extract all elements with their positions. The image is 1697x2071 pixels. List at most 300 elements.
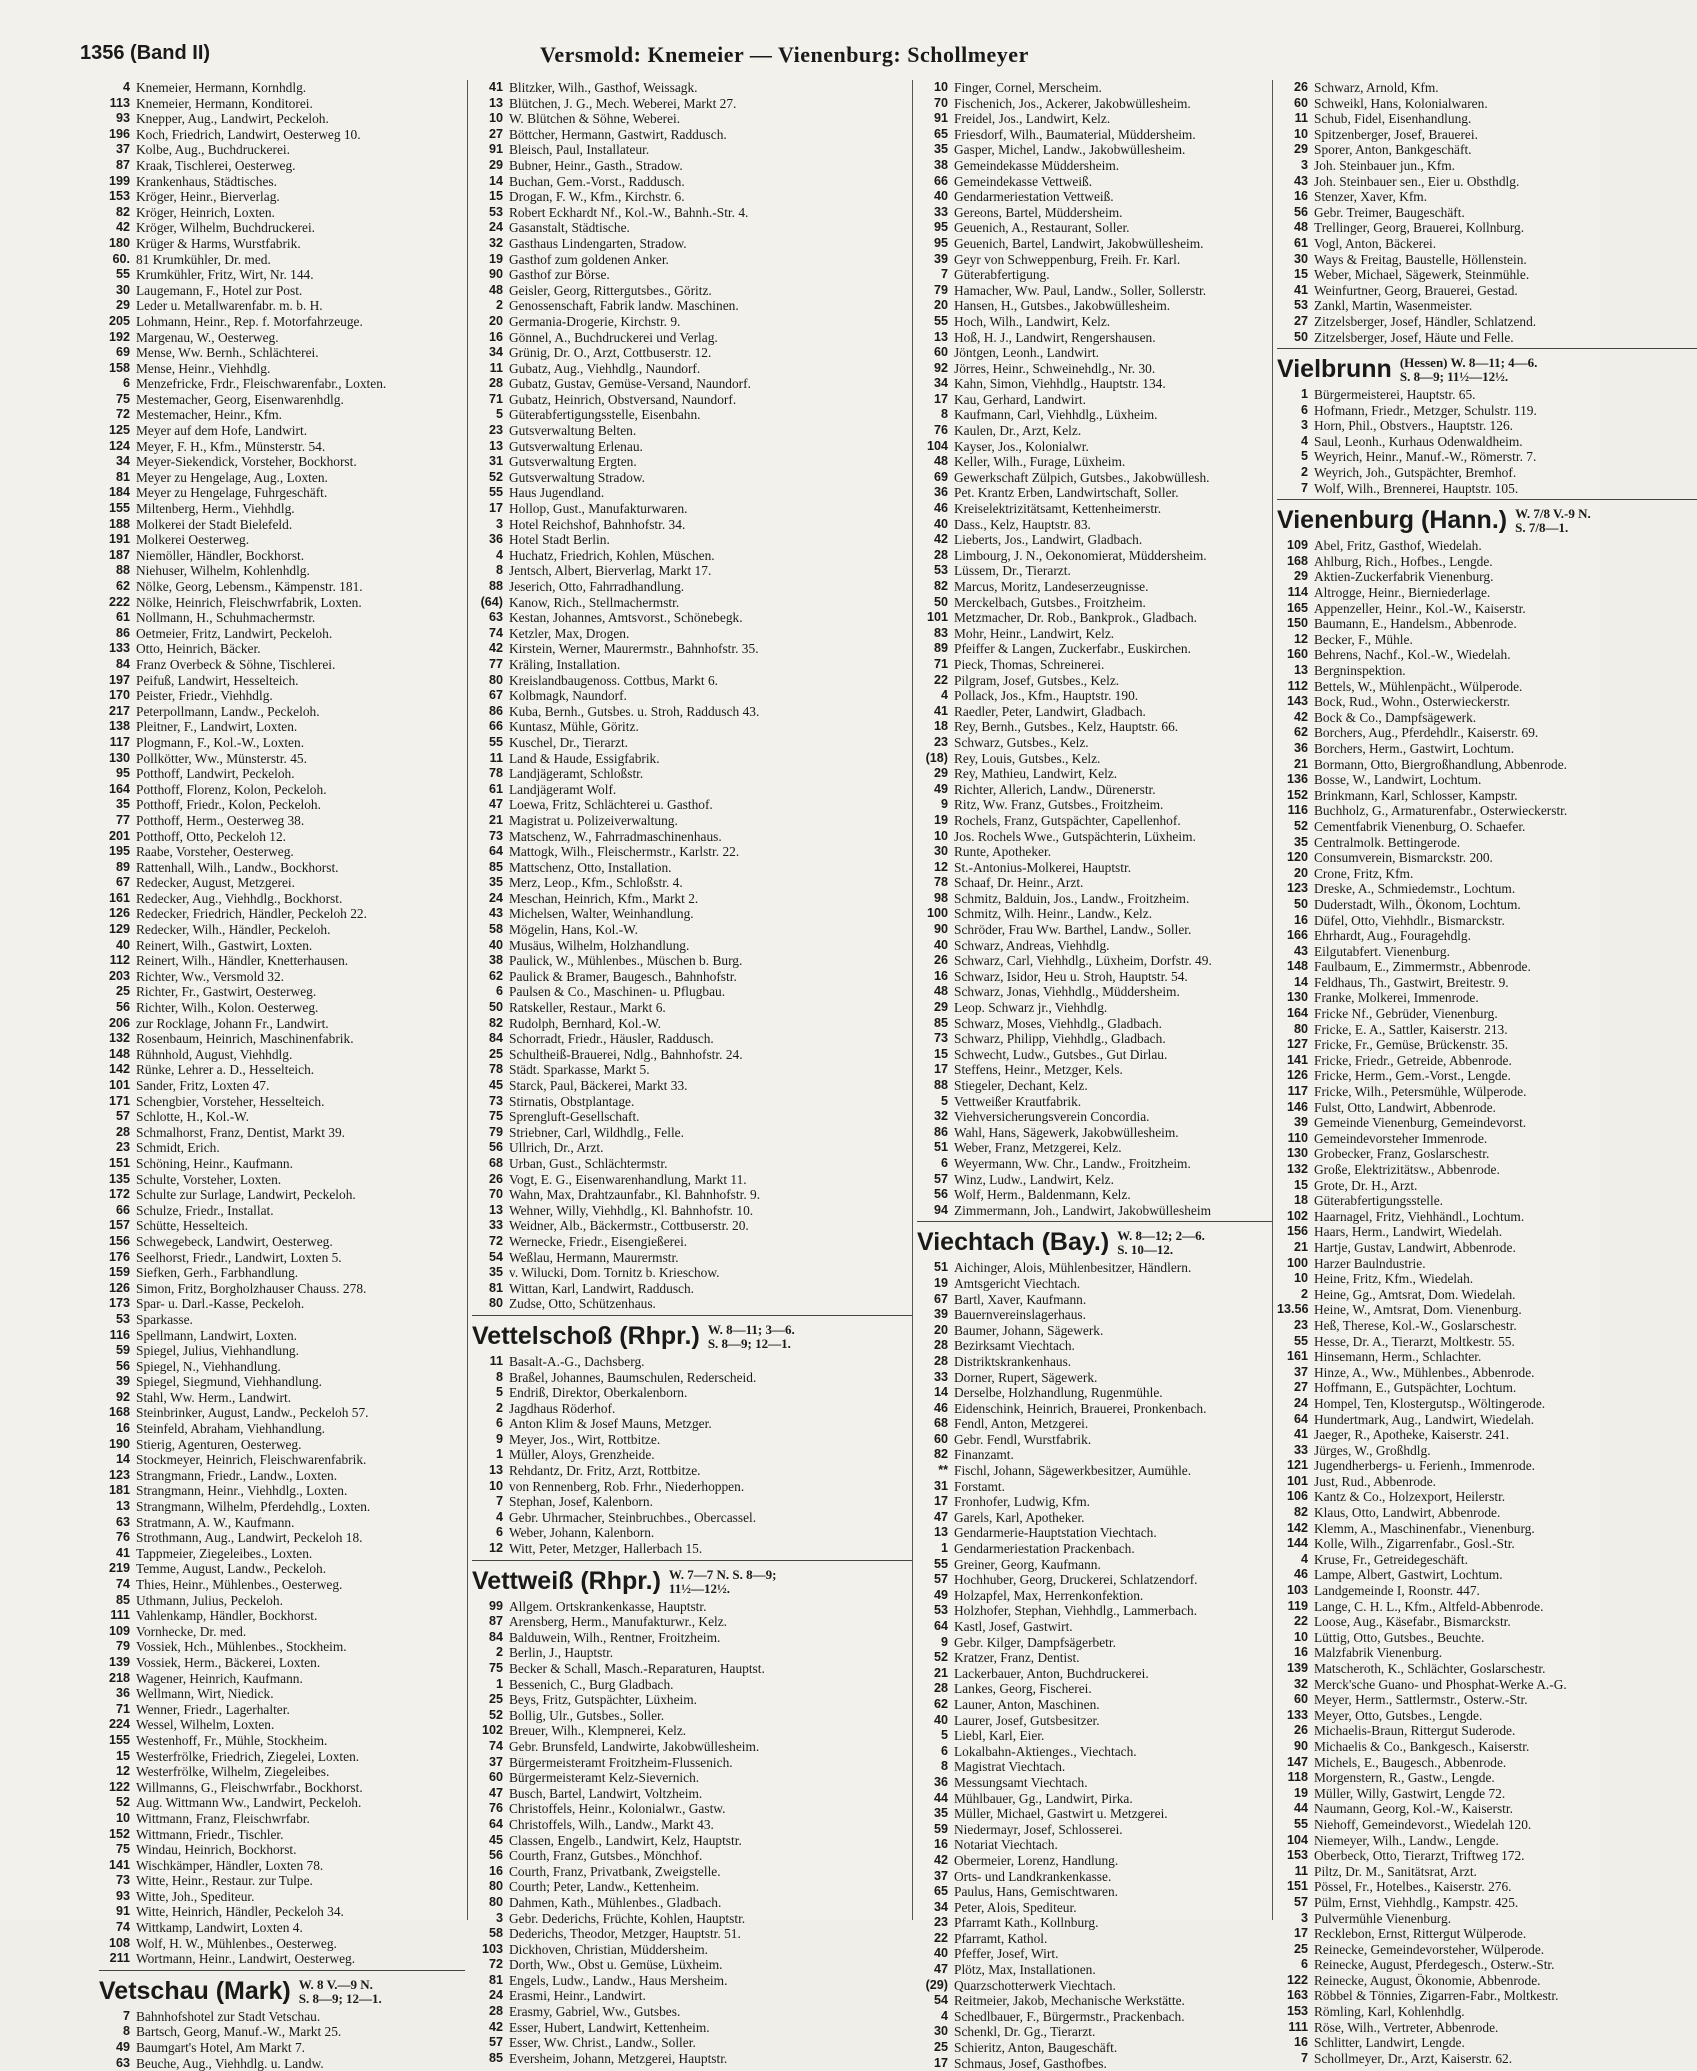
directory-entry [472,1957,912,1973]
directory-entry [99,1062,465,1078]
subscriber-name: Drogan, F. W., Kfm., Kirchstr. 6. [509,189,685,205]
directory-entry [917,1401,1272,1417]
subscriber-name: Ritz, Ww. Franz, Gutsbes., Froitzheim. [954,797,1164,813]
directory-entry [99,984,465,1000]
subscriber-name: Bezirksamt Viechtach. [954,1338,1075,1354]
phone-number: 52 [488,469,503,484]
directory-entry [917,548,1272,564]
directory-entry [1277,1614,1697,1630]
phone-number: 41 [115,1545,130,1560]
town-name: Vettweiß (Rhpr.) [472,1566,661,1595]
phone-number: 10 [933,80,948,94]
directory-entry [472,1833,912,1849]
phone-number: 20 [933,298,948,313]
phone-number: 88 [488,579,503,593]
phone-number: 80 [488,1879,503,1894]
subscriber-name: Rühnhold, August, Viehhdlg. [136,1046,293,1062]
directory-entry [1277,1833,1697,1849]
phone-number: 37 [488,1754,503,1769]
subscriber-name: Miltenberg, Herm., Viehhdlg. [136,501,295,517]
phone-number: 79 [488,1124,503,1139]
phone-number: 64 [488,844,503,859]
section-divider [472,1560,912,1561]
directory-entry [917,1962,1272,1978]
phone-number: 102 [481,1723,503,1738]
subscriber-name: Derselbe, Holzhandlung, Rugenmühle. [954,1385,1163,1401]
phone-number: 148 [108,1046,130,1061]
phone-number: ** [938,1463,948,1478]
subscriber-name: Kuba, Bernh., Gutsbes. u. Stroh, Raddusch 43. [509,703,760,719]
directory-entry [917,829,1272,845]
phone-number: 1 [495,1447,503,1462]
directory-entry [472,236,912,252]
phone-number: 62 [933,1696,948,1711]
subscriber-name: Malzfabrik Vienenburg. [1314,1645,1443,1661]
phone-number: 49 [933,781,948,796]
phone-number: 42 [115,220,130,235]
subscriber-name: Zudse, Otto, Schützenhaus. [509,1296,656,1312]
directory-entry [99,766,465,782]
phone-number: 95 [933,235,948,250]
phone-number: 10 [1293,1629,1308,1644]
directory-entry [472,392,912,408]
phone-number: 78 [488,1062,503,1077]
subscriber-name: Harzer Baulndustrie. [1314,1255,1426,1271]
phone-number: 78 [933,875,948,890]
directory-entry [1277,850,1697,866]
phone-number: 211 [109,1951,130,1966]
directory-entry [99,1047,465,1063]
directory-entry [472,205,912,221]
phone-number: 24 [488,890,503,905]
directory-entry [1277,298,1697,314]
phone-number: 141 [108,1857,130,1872]
phone-number: 36 [933,485,948,500]
subscriber-name: Rünke, Lehrer a. D., Hesselteich. [136,1062,315,1078]
directory-entry [472,797,912,813]
subscriber-name: Potthoff, Landwirt, Peckeloh. [136,766,295,782]
subscriber-name: Fendl, Anton, Metzgerei. [954,1416,1089,1432]
directory-entry [1277,1068,1697,1084]
directory-entry [472,626,912,642]
phone-number: 101 [108,1078,130,1092]
directory-entry [1277,1630,1697,1646]
directory-entry [472,875,912,891]
directory-entry [1277,174,1697,190]
directory-entry [917,579,1272,595]
subscriber-name: Meyer, F. H., Kfm., Münsterstr. 54. [136,438,326,454]
subscriber-name: Kröger, Wilhelm, Buchdruckerei. [136,220,316,236]
directory-entry [1277,434,1697,450]
subscriber-name: Wolf, Wilh., Brennerei, Hauptstr. 105. [1314,480,1519,496]
subscriber-name: Notariat Viechtach. [954,1837,1058,1853]
subscriber-name: W. Blütchen & Söhne, Weberei. [509,111,681,127]
phone-number: 73 [115,1873,130,1888]
directory-entry [472,1755,912,1771]
subscriber-name: Schwarz, Carl, Viehhdlg., Lüxheim, Dorfstr. 49. [954,953,1212,969]
phone-number: 81 [488,1972,503,1987]
phone-number: 84 [115,656,130,671]
subscriber-name: Landjägeramt, Schloßstr. [509,766,644,782]
directory-entry [1277,418,1697,434]
phone-number: 19 [933,1275,948,1290]
directory-entry [472,423,912,439]
directory-entry [472,2035,912,2051]
directory-entry [917,673,1272,689]
phone-number: 67 [488,688,503,703]
phone-number: 126 [108,1280,130,1295]
subscriber-name: Rehdantz, Dr. Fritz, Arzt, Rottbitze. [509,1463,701,1479]
subscriber-name: Kuschel, Dr., Tierarzt. [509,734,629,750]
subscriber-name: Kröger, Heinr., Bierverlag. [136,189,280,205]
directory-entry [917,860,1272,876]
phone-number: 82 [115,204,130,219]
directory-entry [917,906,1272,922]
directory-entry [917,1884,1272,1900]
subscriber-name: Gemeindevorsteher Immenrode. [1314,1130,1488,1146]
directory-entry [472,314,912,330]
phone-number: 143 [1286,694,1308,709]
office-hours [1400,354,1538,384]
directory-entry [1277,1037,1697,1053]
directory-entry [99,298,465,314]
subscriber-name: Menzefricke, Frdr., Fleischwarenfabr., Loxten. [136,376,387,392]
directory-entry [99,1031,465,1047]
directory-entry [472,688,912,704]
subscriber-name: Kayser, Jos., Kolonialwr. [954,438,1089,454]
phone-number: 13 [933,1525,948,1540]
directory-entry [472,751,912,767]
subscriber-name: Wehner, Willy, Viehhdlg., Kl. Bahnhofstr. 10. [509,1202,754,1218]
phone-number: 7 [122,2008,130,2023]
directory-entry [917,1109,1272,1125]
subscriber-name: Christoffels, Wilh., Landw., Markt 43. [509,1816,714,1832]
phone-number: 91 [933,111,948,126]
directory-entry [917,1822,1272,1838]
phone-number: 40 [115,937,130,952]
directory-entry [917,1946,1272,1962]
phone-number: 8 [495,1369,503,1384]
subscriber-name: Mense, Heinr., Viehhdlg. [136,360,271,376]
directory-entry [1277,1209,1697,1225]
phone-number: 38 [488,953,503,968]
phone-number: 222 [108,594,130,609]
subscriber-name: Marcus, Moritz, Landeserzeugnisse. [954,579,1149,594]
subscriber-name: Rattenhall, Wilh., Landw., Bockhorst. [136,859,339,875]
directory-entry [99,595,465,611]
subscriber-name: Hinze, A., Ww., Mühlenbes., Abbenrode. [1314,1364,1535,1380]
directory-entry [472,1094,912,1110]
phone-number: 58 [488,922,503,937]
subscriber-name: Plogmann, F., Kol.-W., Loxten. [136,734,305,750]
directory-entry [472,454,912,470]
subscriber-name: Heine, W., Amtsrat, Dom. Vienenburg. [1314,1302,1522,1318]
phone-number: 11 [489,1353,503,1368]
subscriber-name: Bürgermeisterei, Hauptstr. 65. [1314,387,1476,403]
directory-entry [1277,1801,1697,1817]
subscriber-name: Fricke Nf., Gebrüder, Vienenburg. [1314,1006,1498,1022]
directory-entry [1277,330,1697,346]
phone-number: 40 [933,516,948,531]
directory-entry [917,407,1272,423]
directory-entry [1277,1599,1697,1615]
subscriber-name: Gendarmerie-Hauptstation Viechtach. [954,1525,1157,1541]
phone-number: 82 [933,579,948,593]
directory-entry [917,283,1272,299]
subscriber-name: Schengbier, Vorsteher, Hesselteich. [136,1093,325,1109]
column-3 [912,80,1272,2071]
directory-entry [917,1260,1272,1276]
subscriber-name: Altrogge, Heinr., Bierniederlage. [1314,585,1491,601]
subscriber-name: Gewerkschaft Zülpich, Gutsbes., Jakobwüllesh. [954,469,1210,485]
phone-number: 171 [108,1093,130,1108]
phone-number: 57 [115,1109,130,1124]
subscriber-name: Stierig, Agenturen, Oesterweg. [136,1436,302,1452]
directory-entry [917,1062,1272,1078]
subscriber-name: Stahl, Ww. Herm., Landwirt. [136,1389,292,1405]
directory-entry [1277,1692,1697,1708]
subscriber-name: Gutsverwaltung Ergten. [509,454,637,470]
subscriber-name: Spiegel, Siegmund, Viehhandlung. [136,1374,323,1390]
directory-entry [1277,1162,1697,1178]
phone-number: 104 [1286,1832,1308,1847]
phone-number: 68 [933,1416,948,1431]
subscriber-name: Molkerei Oesterweg. [136,532,250,548]
subscriber-name: Reinecke, August, Ökonomie, Abbenrode. [1314,1972,1541,1988]
phone-number: 91 [488,142,503,157]
phone-number: 6 [495,1416,503,1431]
phone-number: 32 [488,235,503,250]
directory-entry [917,1276,1272,1292]
phone-number: 39 [1293,1115,1308,1130]
subscriber-name: Vahlenkamp, Händler, Bockhorst. [136,1608,318,1624]
subscriber-name: Dorth, Ww., Obst u. Gemüse, Lüxheim. [509,1957,723,1973]
phone-number: 15 [488,189,503,204]
directory-entry [99,1920,465,1936]
phone-number: 55 [933,313,948,328]
phone-number: 31 [488,454,503,469]
phone-number: 15 [1293,267,1308,282]
directory-entry [472,1218,912,1234]
directory-entry [917,532,1272,548]
directory-entry [1277,1942,1697,1958]
phone-number: 72 [488,1233,503,1248]
phone-number: 25 [488,1046,503,1061]
directory-entry [472,813,912,829]
subscriber-name: Balduwein, Wilh., Rentner, Froitzheim. [509,1629,721,1645]
phone-number: 138 [108,719,130,734]
subscriber-name: Schieritz, Anton, Baugeschäft. [954,2040,1118,2056]
subscriber-name: St.-Antonius-Molkerei, Hauptstr. [954,859,1132,875]
phone-number: 11 [489,360,503,375]
phone-number: 35 [115,797,130,812]
directory-entry [917,1869,1272,1885]
subscriber-name: Otto, Heinrich, Bäcker. [136,641,261,657]
subscriber-name: Knemeier, Hermann, Kornhdlg. [136,80,307,95]
subscriber-name: Meyer zu Hengelage, Fuhrgeschäft. [136,485,328,501]
subscriber-name: Kuntasz, Mühle, Göritz. [509,719,639,735]
subscriber-name: Kräling, Installation. [509,656,621,672]
subscriber-name: Müller, Willy, Gastwirt, Lengde 72. [1314,1785,1506,1801]
phone-number: 148 [1286,959,1308,974]
phone-number: 40 [488,937,503,952]
phone-number: 39 [115,1374,130,1389]
phone-number: 86 [933,1124,948,1139]
phone-number: 119 [1287,1598,1308,1613]
subscriber-name: Geuenich, Bartel, Landwirt, Jakobwüllesheim. [954,235,1204,251]
phone-number: 161 [108,890,130,905]
phone-number: 4 [1300,1551,1308,1566]
phone-number: 32 [933,1109,948,1124]
directory-entry [99,1811,465,1827]
phone-number: 28 [115,1124,130,1139]
directory-entry [1277,1224,1697,1240]
directory-entry [472,1895,912,1911]
phone-number: 16 [115,1421,130,1436]
phone-number: 6 [1300,1957,1308,1972]
directory-entry [917,984,1272,1000]
directory-entry [1277,632,1697,648]
phone-number: 112 [1287,678,1308,693]
subscriber-name: Zimmermann, Joh., Landwirt, Jakobwüllesheim [954,1202,1211,1218]
phone-number: 53 [933,563,948,578]
directory-entry [472,298,912,314]
directory-entry [99,205,465,221]
directory-entry [917,205,1272,221]
subscriber-name: Jos. Rochels Wwe., Gutspächterin, Lüxheim. [954,828,1196,844]
directory-entry [1277,220,1697,236]
phone-number: 100 [1286,1255,1308,1270]
subscriber-name: Gebr. Fendl, Wurstfabrik. [954,1431,1092,1447]
subscriber-name: Liebl, Karl, Eier. [954,1728,1045,1744]
phone-number: 51 [933,1140,948,1155]
directory-entry [917,252,1272,268]
phone-number: 72 [488,1957,503,1972]
directory-entry [917,1292,1272,1308]
directory-entry [99,782,465,798]
phone-number: 65 [933,1884,948,1899]
phone-number: 160 [1286,647,1308,662]
directory-entry [472,766,912,782]
subscriber-name: Sander, Fritz, Loxten 47. [136,1078,270,1093]
subscriber-name: Gutsverwaltung Belten. [509,423,637,439]
subscriber-name: Finanzamt. [954,1447,1014,1463]
subscriber-name: Lohmann, Heinr., Rep. f. Motorfahrzeuge. [136,313,363,329]
phone-number: 7 [1300,2050,1308,2065]
phone-number: 81 [115,469,130,484]
subscriber-name: Fischl, Johann, Sägewerkbesitzer, Aumühle. [954,1463,1192,1479]
directory-entry [1277,1739,1697,1755]
phone-number: 55 [488,485,503,500]
subscriber-name: Basalt-A.-G., Dachsberg. [509,1353,645,1369]
phone-number: 4 [940,688,948,703]
directory-entry [1277,1131,1697,1147]
directory-entry [917,922,1272,938]
phone-number: 147 [1286,1754,1308,1769]
subscriber-name: Gebr. Treimer, Baugeschäft. [1314,204,1465,220]
directory-entry [917,1078,1272,1094]
directory-entry [1277,1334,1697,1350]
phone-number: 3 [495,516,503,531]
subscriber-name: Genossenschaft, Fabrik landw. Maschinen. [509,298,739,314]
directory-entry [99,80,465,96]
subscriber-name: Sprengluft-Gesellschaft. [509,1109,640,1125]
subscriber-name: Hotel Reichshof, Bahnhofstr. 34. [509,516,686,532]
subscriber-name: Krankenhaus, Städtisches. [136,173,277,189]
directory-entry [99,439,465,455]
phone-number: 102 [1286,1208,1308,1223]
directory-entry [1277,819,1697,835]
subscriber-name: Schwecht, Ludw., Gutsbes., Gut Dirlau. [954,1046,1168,1062]
subscriber-name: Kanow, Rich., Stellmachermstr. [509,594,680,610]
phone-number: 52 [488,1707,503,1722]
phone-number: 37 [933,1868,948,1883]
subscriber-name: Schwarz, Isidor, Heu u. Stroh, Hauptstr. 54. [954,968,1188,984]
phone-number: 5 [1300,449,1308,464]
directory-entry [99,1094,465,1110]
subscriber-name: Gasthaus Lindengarten, Stradow. [509,235,687,251]
phone-number: 35 [933,1806,948,1821]
phone-number: 25 [1293,1941,1308,1956]
subscriber-name: Mohr, Heinr., Landwirt, Kelz. [954,625,1115,641]
directory-entry [472,1234,912,1250]
phone-number: 156 [108,1233,130,1248]
phone-number: 63 [115,1514,130,1529]
directory-entry [472,953,912,969]
phone-number: 57 [488,2035,503,2050]
subscriber-name: Reinecke, Gemeindevorsteher, Wülperode. [1314,1941,1545,1957]
subscriber-name: Gutsverwaltung Erlenau. [509,438,643,454]
subscriber-name: Pieck, Thomas, Schreinerei. [954,656,1105,672]
subscriber-name: Molkerei der Stadt Bielefeld. [136,516,293,532]
phone-number: 76 [933,423,948,438]
phone-number: 6 [1300,402,1308,417]
subscriber-name: Dederichs, Theodor, Metzger, Hauptstr. 51. [509,1926,741,1942]
subscriber-name: Aichinger, Alois, Mühlenbesitzer, Händlern. [954,1260,1192,1276]
subscriber-name: Hartje, Gustav, Landwirt, Abbenrode. [1314,1239,1516,1255]
phone-number: 153 [1286,1848,1308,1863]
phone-number: 101 [1286,1473,1308,1488]
subscriber-name: Kestan, Johannes, Amtsvorst., Schönebegk. [509,610,743,626]
subscriber-name: Vossiek, Hch., Mühlenbes., Stockheim. [136,1639,347,1655]
phone-number: 2 [1300,1286,1308,1301]
directory-entry [917,766,1272,782]
directory-entry [99,1873,465,1889]
directory-entry [99,1561,465,1577]
directory-entry [472,673,912,689]
directory-entry [917,1016,1272,1032]
phone-number: 56 [488,1848,503,1863]
directory-entry [472,1801,912,1817]
phone-number: 42 [933,532,948,547]
directory-entry [99,189,465,205]
subscriber-name: Zitzelsberger, Josef, Häute und Felle. [1314,329,1514,345]
phone-number: 176 [108,1249,130,1264]
subscriber-name: Mattschenz, Otto, Installation. [509,859,672,875]
subscriber-name: Vornhecke, Dr. med. [136,1623,247,1639]
subscriber-name: Steinfeld, Abraham, Viehhandlung. [136,1421,325,1437]
subscriber-name: Vettweißer Krautfabrik. [954,1093,1082,1109]
subscriber-name: Städt. Sparkasse, Markt 5. [509,1062,650,1078]
phone-number: 19 [933,812,948,827]
phone-number: 180 [108,235,130,250]
directory-entry [99,283,465,299]
directory-entry [99,1733,465,1749]
subscriber-name: Musäus, Wilhelm, Holzhandlung. [509,937,690,953]
subscriber-name: Wahl, Hans, Sägewerk, Jakobwüllesheim. [954,1124,1179,1140]
phone-number: 10 [1293,1271,1308,1286]
directory-entry [472,1541,912,1557]
